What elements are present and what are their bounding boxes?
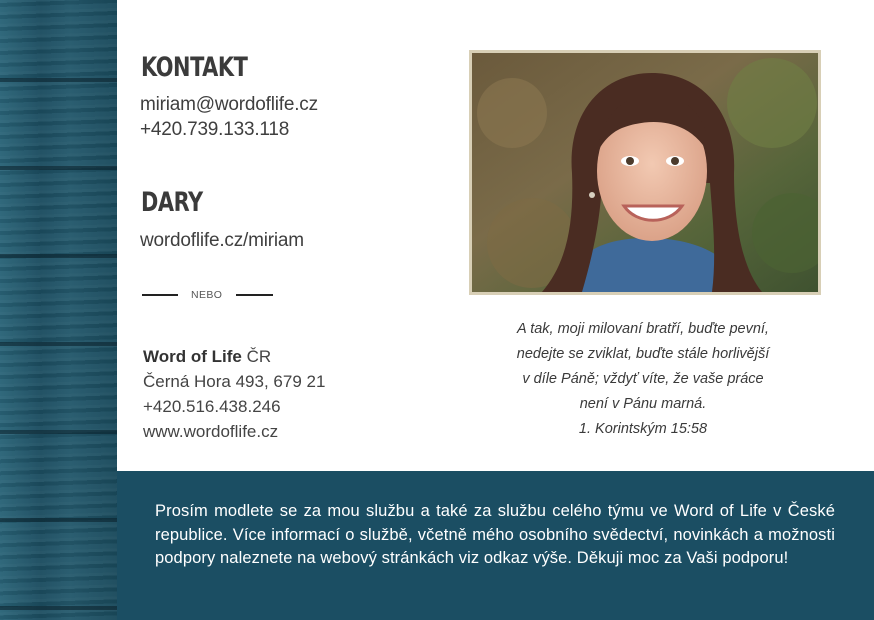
verse-line-1: A tak, moji milovaní bratří, buďte pevní, xyxy=(517,321,769,337)
organization-name-suffix: ČR xyxy=(241,347,272,366)
separator-label: NEBO xyxy=(191,289,223,301)
verse-reference: 1. Korintským 15:58 xyxy=(578,421,708,437)
donations-heading: DARY xyxy=(141,187,203,218)
organization-name-bold: Word of Life xyxy=(143,347,242,366)
portrait-photo xyxy=(472,53,818,292)
contact-phone[interactable]: +420.739.133.118 xyxy=(140,119,290,140)
verse-line-2: nedejte se zviklat, buďte stále horlivější xyxy=(516,346,770,362)
organization-address: Černá Hora 493, 679 21 xyxy=(143,372,326,391)
divider-left xyxy=(142,294,178,296)
verse-line-4: není v Pánu marná. xyxy=(579,396,707,412)
portrait-photo-frame xyxy=(469,50,821,295)
organization-phone[interactable]: +420.516.438.246 xyxy=(143,397,281,416)
contact-heading: KONTAKT xyxy=(141,52,248,83)
wood-panel-decoration xyxy=(0,0,117,620)
organization-website[interactable]: www.wordoflife.cz xyxy=(143,422,279,441)
divider-right xyxy=(236,294,273,296)
verse-line-3: v díle Páně; vždyť víte, že vaše práce xyxy=(522,371,764,387)
donations-link[interactable]: wordoflife.cz/miriam xyxy=(140,230,304,251)
organization-name xyxy=(143,347,271,367)
prayer-banner-text: Prosím modlete se za mou službu a také za službu celého týmu ve Word of Life v České republice. Více informací o službě, včetně mého osobního svědectví, novinkách a možnosti podpory naleznete na webový stránkách viz odkaz výše. Děkuji moc za Vaši podporu! xyxy=(155,502,835,567)
contact-email[interactable]: miriam@wordoflife.cz xyxy=(140,94,318,115)
